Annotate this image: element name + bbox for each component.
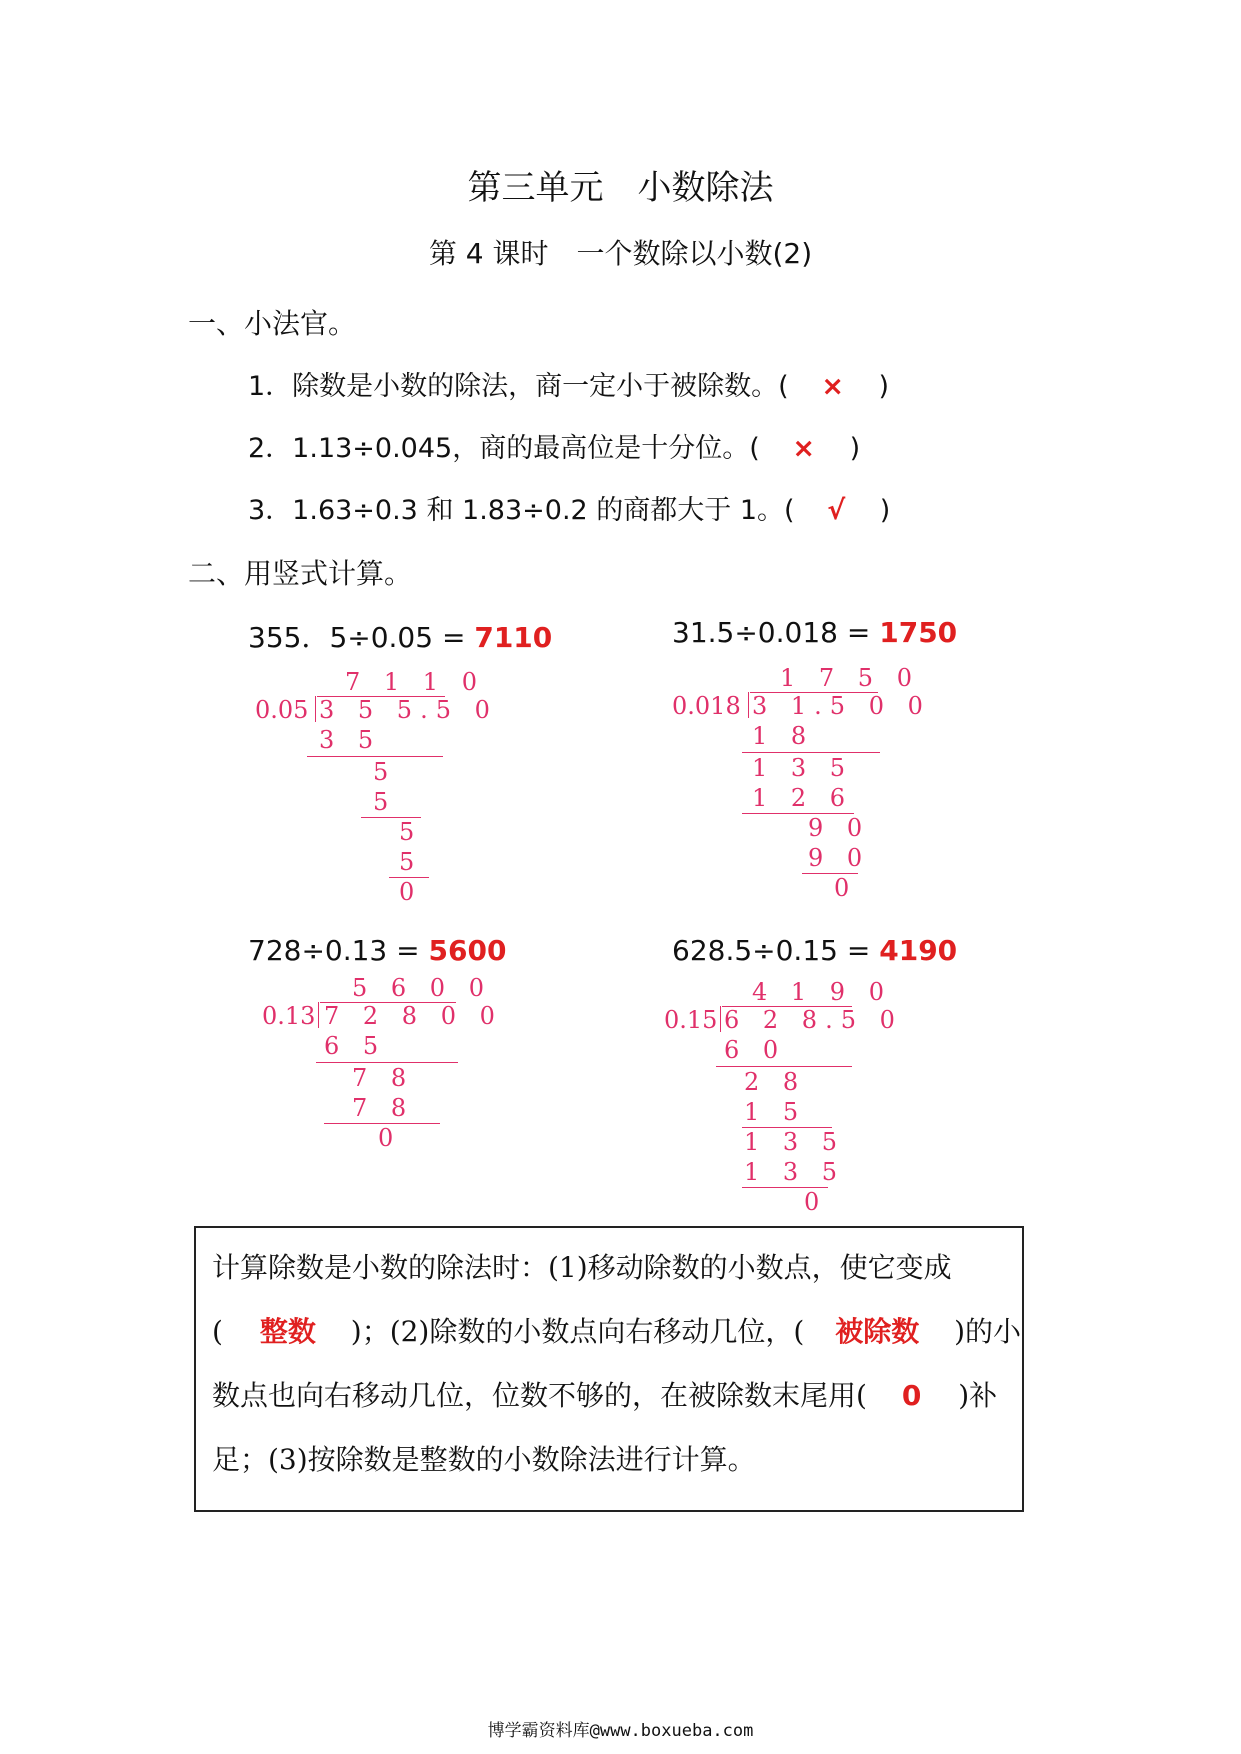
dividend: 6 2 8.5 0 bbox=[724, 1006, 903, 1034]
work-row: 3 5 bbox=[319, 726, 382, 754]
page-title: 第三单元 小数除法 bbox=[467, 168, 774, 208]
work-row: 7 8 bbox=[352, 1094, 415, 1122]
work-row: 2 8 bbox=[744, 1068, 807, 1096]
problem-1 bbox=[248, 616, 552, 656]
summary-line-1: 计算除数是小数的除法时：(1)移动除数的小数点，使它变成 bbox=[212, 1251, 952, 1284]
work-row: 9 0 bbox=[808, 844, 871, 872]
work-row: 9 0 bbox=[808, 814, 871, 842]
work-row: 5 bbox=[399, 818, 423, 846]
judge-item-text: 3．1.63÷0.3 和 1.83÷0.2 的商都大于 1。( bbox=[248, 495, 795, 526]
long-division-2 bbox=[672, 664, 931, 904]
summary-text: )；(2)除数的小数点向右移动几位，( bbox=[350, 1315, 805, 1348]
problem-answer: 7110 bbox=[474, 621, 553, 654]
problem-expression: 31.5÷0.018 = bbox=[672, 616, 871, 649]
summary-blank-2: 被除数 bbox=[835, 1315, 920, 1348]
work-row: 0 bbox=[399, 878, 423, 906]
work-row: 1 3 5 bbox=[752, 754, 854, 782]
problem-expression: 728÷0.13 = bbox=[248, 934, 420, 967]
problem-4 bbox=[672, 934, 957, 967]
work-row: 0 bbox=[804, 1188, 828, 1216]
summary-box bbox=[194, 1226, 1024, 1512]
quotient: 7 1 1 0 bbox=[345, 668, 485, 696]
judge-close-paren: ) bbox=[878, 371, 890, 402]
dividend: 3 5 5.5 0 bbox=[319, 696, 498, 724]
work-row: 0 bbox=[378, 1124, 402, 1152]
lesson-subtitle: 第 4 课时 一个数除以小数(2) bbox=[428, 237, 813, 270]
summary-text: 数点也向右移动几位，位数不够的，在被除数末尾用( bbox=[212, 1379, 867, 1412]
problem-3 bbox=[248, 934, 506, 967]
problem-answer: 1750 bbox=[879, 616, 958, 649]
judge-item-text: 2．1.13÷0.045，商的最高位是十分位。( bbox=[248, 433, 760, 464]
problem-answer: 4190 bbox=[879, 934, 958, 967]
work-row: 1 5 bbox=[744, 1098, 807, 1126]
work-row: 1 3 5 bbox=[744, 1128, 846, 1156]
long-division-1 bbox=[255, 668, 498, 908]
long-division-4 bbox=[664, 978, 903, 1218]
work-row: 5 bbox=[399, 848, 423, 876]
judge-item-3 bbox=[248, 488, 890, 527]
dividend: 3 1.5 0 0 bbox=[752, 692, 931, 720]
summary-text: ( bbox=[212, 1315, 223, 1348]
judge-close-paren: ) bbox=[849, 433, 861, 464]
summary-blank-3: 0 bbox=[901, 1379, 922, 1412]
work-row: 1 3 5 bbox=[744, 1158, 846, 1186]
summary-text: )补 bbox=[958, 1379, 998, 1412]
work-row: 6 0 bbox=[724, 1036, 787, 1064]
judge-answer: × bbox=[792, 433, 815, 464]
divisor: 0.15 bbox=[664, 1006, 718, 1034]
summary-line-2 bbox=[212, 1310, 1021, 1350]
work-row: 5 bbox=[373, 788, 397, 816]
summary-line-3 bbox=[212, 1374, 997, 1414]
work-row: 1 2 6 bbox=[752, 784, 854, 812]
work-row: 0 bbox=[834, 874, 858, 902]
judge-item-2 bbox=[248, 426, 860, 465]
footer-watermark: 博学霸资料库@www.boxueba.com bbox=[487, 1721, 754, 1741]
judge-close-paren: ) bbox=[879, 495, 891, 526]
quotient: 1 7 5 0 bbox=[780, 664, 920, 692]
summary-line-4: 足；(3)按除数是整数的小数除法进行计算。 bbox=[212, 1443, 756, 1476]
work-row: 1 8 bbox=[752, 722, 815, 750]
summary-text: )的小 bbox=[954, 1315, 1022, 1348]
section1-heading: 一、小法官。 bbox=[188, 307, 357, 340]
problem-expression: 355．5÷0.05 = bbox=[248, 621, 466, 654]
dividend: 7 2 8 0 0 bbox=[324, 1002, 503, 1030]
quotient: 5 6 0 0 bbox=[352, 974, 492, 1002]
section2-heading: 二、用竖式计算。 bbox=[188, 557, 413, 590]
divisor: 0.05 bbox=[255, 696, 309, 724]
judge-item-1 bbox=[248, 364, 889, 403]
summary-blank-1: 整数 bbox=[259, 1315, 316, 1348]
judge-answer: × bbox=[821, 371, 844, 402]
work-row: 7 8 bbox=[352, 1064, 415, 1092]
judge-item-text: 1．除数是小数的除法，商一定小于被除数。( bbox=[248, 371, 789, 402]
problem-answer: 5600 bbox=[428, 934, 507, 967]
divisor: 0.018 bbox=[672, 692, 741, 720]
work-row: 5 bbox=[373, 758, 397, 786]
problem-expression: 628.5÷0.15 = bbox=[672, 934, 871, 967]
judge-answer: √ bbox=[827, 495, 846, 526]
divisor: 0.13 bbox=[262, 1002, 316, 1030]
problem-2 bbox=[672, 616, 957, 649]
work-row: 6 5 bbox=[324, 1032, 387, 1060]
quotient: 4 1 9 0 bbox=[752, 978, 892, 1006]
long-division-3 bbox=[262, 974, 503, 1154]
